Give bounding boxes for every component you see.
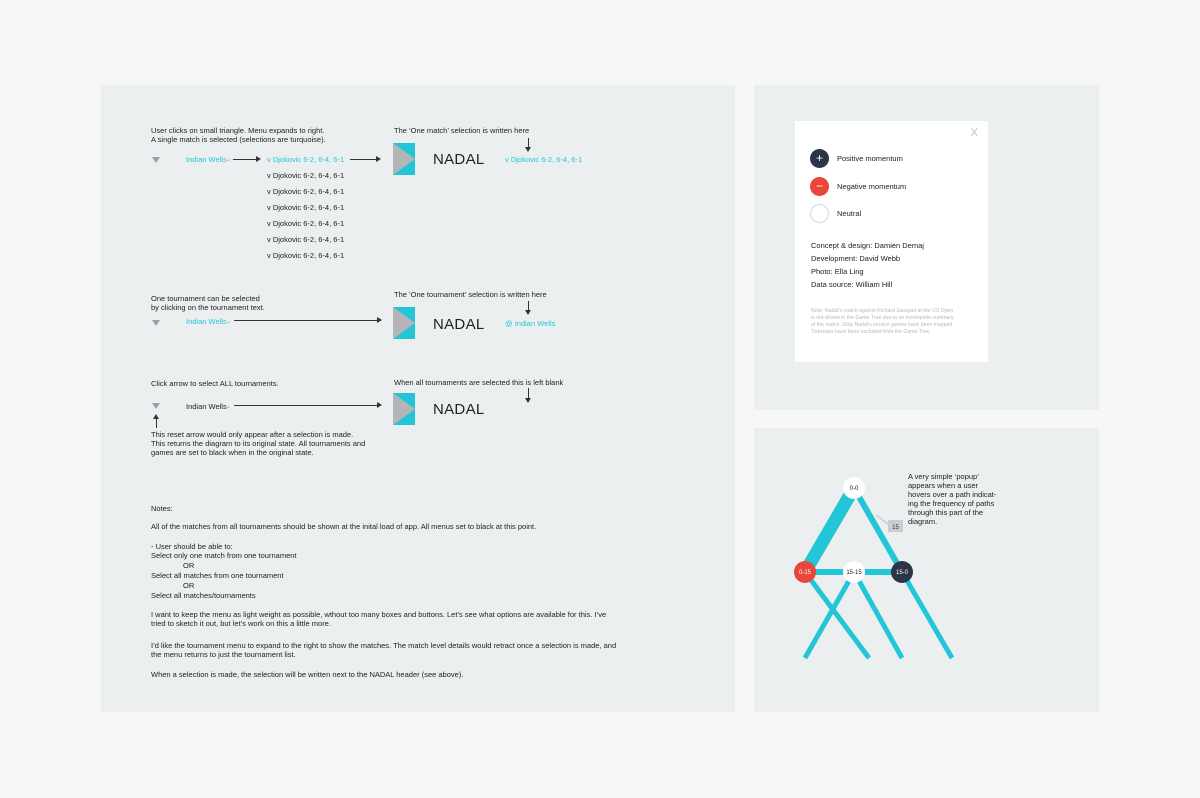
legend-card (795, 121, 988, 362)
neutral-label: Neutral (837, 209, 862, 218)
tree-path[interactable] (805, 488, 854, 572)
s1-match[interactable]: v Djokovic 6-2, 6-4, 6-1 (267, 219, 345, 228)
annotation-line: ing the frequency of paths (908, 499, 995, 508)
notes-paragraph: All of the matches from all tournaments should be shown at the inital load of app. All menus set to black at this point. (151, 522, 537, 531)
note-line: is not shown in the Game Tree due to an incomplete summary (811, 315, 954, 321)
s2-instruction-2: by clicking on the tournament text. (151, 303, 265, 312)
notes-paragraph: the menu returns to just the tournament list. (151, 650, 296, 659)
arrow-line (350, 159, 377, 160)
notes-paragraph: When a selection is made, the selection will be written next to the NADAL header (see above). (151, 670, 464, 679)
s1-match[interactable]: v Djokovic 6-2, 6-4, 6-1 (267, 251, 345, 260)
chevron-icon: ⌄ (226, 157, 232, 163)
s1-match[interactable]: v Djokovic 6-2, 6-4, 6-1 (267, 187, 345, 196)
chevron-icon: ⌄ (226, 319, 232, 325)
annotation-line: diagram. (908, 517, 938, 526)
reset-note-1: This reset arrow would only appear after a selection is made. (151, 430, 354, 439)
notes-option: Select all matches/tournaments (151, 591, 256, 600)
credit-line: Development: David Webb (811, 254, 901, 263)
arrow-line (234, 320, 378, 321)
nadal-header: NADAL (433, 316, 485, 333)
arrow-down-icon (525, 147, 531, 152)
notes-paragraph: tried to sketch it out, but let’s work on this a little more. (151, 619, 331, 628)
credit-line: Concept & design: Damien Demaj (811, 241, 924, 250)
note-line: Tiebreaks have been excluded from the Game Tree. (811, 329, 931, 335)
note-line: of the match. Only Nadal's service games have been mapped. (811, 322, 954, 328)
s1-match[interactable]: v Djokovic 6-2, 6-4, 6-1 (267, 171, 345, 180)
arrow-down-icon (525, 310, 531, 315)
arrow-right-icon (256, 156, 261, 162)
close-icon[interactable]: X (970, 127, 978, 139)
s1-match[interactable]: v Djokovic 6-2, 6-4, 6-1 (267, 203, 345, 212)
s3-caption: When all tournaments are selected this is left blank (394, 378, 564, 387)
notes-or: OR (183, 581, 195, 590)
notes-option: Select all matches from one tournament (151, 571, 284, 580)
neutral-icon (810, 204, 829, 223)
negative-label: Negative momentum (837, 182, 907, 191)
s1-tournament[interactable]: Indian Wells (186, 155, 227, 164)
nadal-logo-icon (393, 393, 415, 425)
annotation-line: A very simple ‘popup’ (908, 472, 979, 481)
nadal-logo-icon (393, 307, 415, 339)
popup-pointer (876, 515, 888, 524)
chevron-icon: ⌄ (226, 404, 232, 410)
arrow-right-icon (376, 156, 381, 162)
s1-instruction-1: User clicks on small triangle. Menu expands to right. (151, 126, 325, 135)
s3-tournament[interactable]: Indian Wells (186, 402, 227, 411)
s1-instruction-2: A single match is selected (selections are turquoise). (151, 135, 326, 144)
s2-instruction-1: One tournament can be selected (151, 294, 260, 303)
reset-note-3: games are set to black when in the original state. (151, 448, 314, 457)
s2-selection-text: @ Indian Wells (505, 319, 556, 328)
notes-paragraph: I’d like the tournament menu to expand to the right to show the matches. The match level details would retract once a selection is made, and (151, 641, 617, 650)
annotation-line: hovers over a path indicat- (908, 490, 997, 499)
credit-line: Data source: William Hill (811, 280, 893, 289)
s2-caption: The ‘One tournament’ selection is written here (394, 290, 547, 299)
expand-triangle-icon[interactable] (152, 320, 160, 326)
s1-caption: The ‘One match’ selection is written here (394, 126, 530, 135)
nadal-header: NADAL (433, 401, 485, 418)
negative-momentum-icon: − (810, 177, 829, 196)
arrow-right-icon (377, 402, 382, 408)
node-label: 0-15 (798, 570, 812, 576)
s1-match-selected[interactable]: v Djokovic 6-2, 6-4, 6-1 (267, 155, 345, 164)
arrow-line (156, 418, 157, 428)
notes-paragraph: I want to keep the menu as light weight as possible, wthout too many boxes and buttons. Let’s see what options are available for this. I’ve (151, 610, 607, 619)
reset-triangle-icon[interactable] (152, 403, 160, 409)
arrow-right-icon (377, 317, 382, 323)
arrow-line (233, 159, 257, 160)
node-label: 0-0 (849, 486, 859, 492)
positive-momentum-icon: + (810, 149, 829, 168)
notes-option: Select only one match from one tournament (151, 551, 297, 560)
notes-heading: Notes: (151, 504, 173, 513)
node-label: 15-0 (895, 570, 909, 576)
annotation-line: appears when a user (908, 481, 979, 490)
node-label: 15-15 (846, 570, 862, 576)
nadal-header: NADAL (433, 151, 485, 168)
popup-value: 15 (892, 525, 899, 531)
s1-selection-text: v Djokovic 6-2, 6-4, 6-1 (505, 155, 583, 164)
nadal-logo-icon (393, 143, 415, 175)
tree-path[interactable] (902, 572, 952, 658)
s2-tournament-selected[interactable]: Indian Wells (186, 317, 227, 326)
annotation-line: through this part of the (908, 508, 984, 517)
expand-triangle-icon[interactable] (152, 157, 160, 163)
credit-line: Photo: Ella Ling (811, 267, 864, 276)
game-tree-diagram (754, 428, 1099, 712)
arrow-line (234, 405, 378, 406)
arrow-down-icon (525, 398, 531, 403)
note-line: Note: Nadal's match against Richard Gasquet at the US Open (811, 308, 954, 314)
notes-or: OR (183, 561, 195, 570)
notes-list-intro: - User should be able to: (151, 542, 233, 551)
s1-match[interactable]: v Djokovic 6-2, 6-4, 6-1 (267, 235, 345, 244)
positive-label: Positive momentum (837, 154, 903, 163)
s3-instruction: Click arrow to select ALL tournaments. (151, 379, 279, 388)
reset-note-2: This returns the diagram to its original state. All tournaments and (151, 439, 366, 448)
